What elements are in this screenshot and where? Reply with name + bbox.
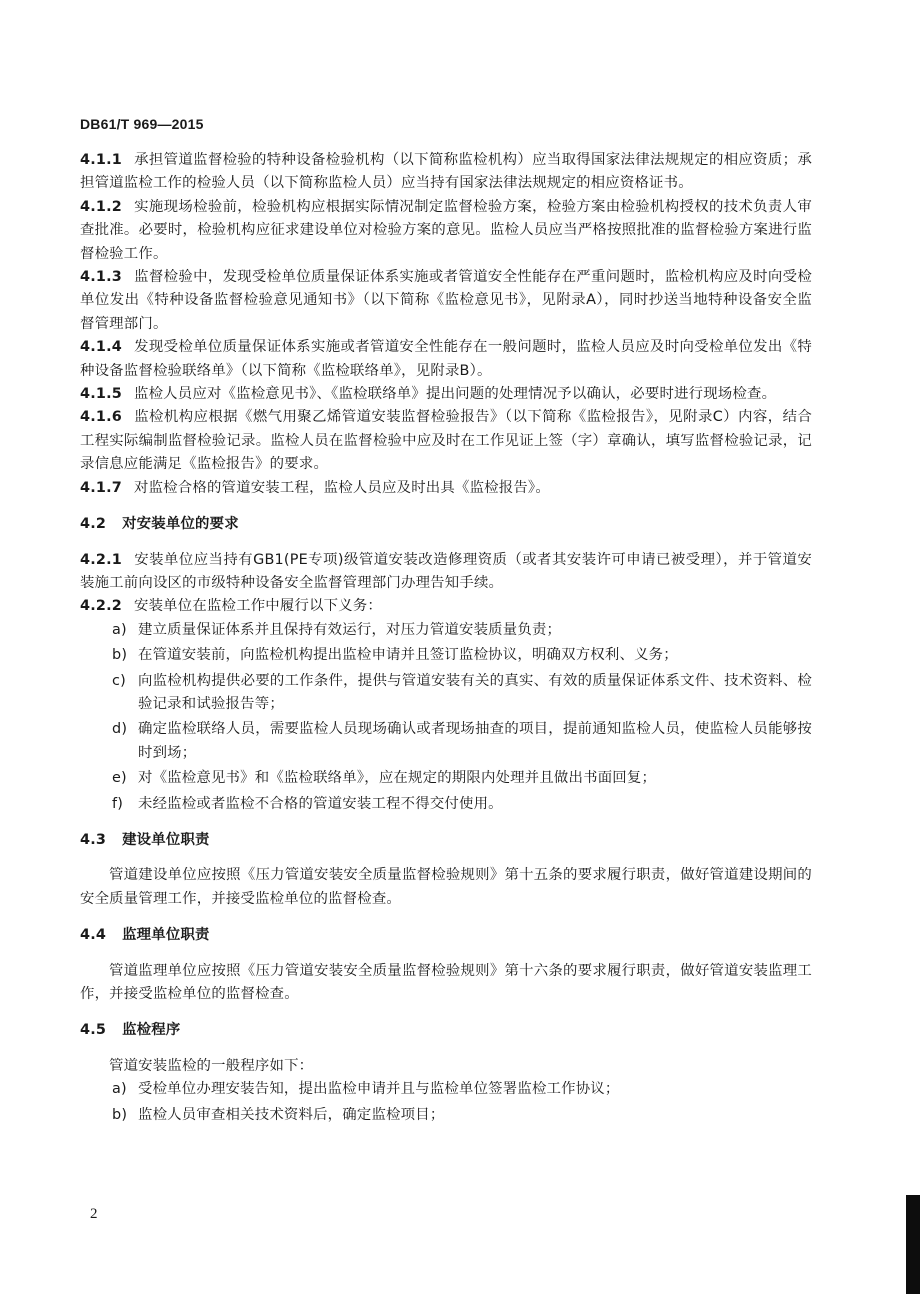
list-item-text: 向监检机构提供必要的工作条件，提供与管道安装有关的真实、有效的质量保证体系文件、技术资料、检验记录和试验报告等；: [138, 672, 812, 712]
list-marker: a): [112, 1081, 127, 1098]
clause-number: 4.2.1: [80, 551, 122, 568]
list-marker: e): [112, 770, 127, 787]
list-marker: a): [112, 621, 127, 638]
section-number: 4.4: [80, 927, 107, 944]
clause-text: 监检机构应根据《燃气用聚乙烯管道安装监督检验报告》（以下简称《监检报告》，见附录C）内容，结合工程实际编制监督检验记录。监检人员在监督检验中应及时在工作见证上签（字）章确认，填写监督检验记录，记录信息应能满足《监检报告》的要求。: [80, 409, 812, 473]
list-item: [80, 767, 812, 790]
clause-4-1-6: [80, 406, 812, 476]
clause-text: 实施现场检验前，检验机构应根据实际情况制定监督检验方案，检验方案由检验机构授权的技术负责人审查批准。必要时，检验机构应征求建设单位对检验方案的意见。监检人员应当严格按照批准的监督检验方案进行监督检验工作。: [80, 198, 812, 262]
section-heading-4-3: [80, 829, 812, 852]
section-title: 监理单位职责: [122, 927, 210, 944]
clause-number: 4.1.7: [80, 479, 122, 496]
document-code: DB61/T 969—2015: [80, 116, 204, 132]
list-item: [80, 619, 812, 642]
list-marker: b): [112, 1106, 128, 1123]
list-item: [80, 644, 812, 667]
clause-text: 承担管道监督检验的特种设备检验机构（以下简称监检机构）应当取得国家法律法规规定的相应资质；承担管道监检工作的检验人员（以下简称监检人员）应当持有国家法律法规规定的相应资格证书。: [80, 152, 812, 192]
scan-edge-bar: [906, 1195, 920, 1294]
clause-number: 4.1.1: [80, 152, 122, 168]
clause-4-1-5: [80, 383, 812, 406]
section-paragraph: 管道建设单位应按照《压力管道安装安全质量监督检验规则》第十五条的要求履行职责，做好管道建设期间的安全质量管理工作，并接受监检单位的监督检查。: [80, 867, 812, 907]
section-title: 建设单位职责: [122, 831, 210, 848]
section-heading-4-4: [80, 924, 812, 947]
list-marker: c): [112, 672, 126, 689]
clause-4-1-7: [80, 477, 812, 500]
clause-text: 发现受检单位质量保证体系实施或者管道安全性能存在一般问题时，监检人员应及时向受检单位发出《特种设备监督检验联络单》（以下简称《监检联络单》，见附录B）。: [80, 339, 812, 379]
clause-text: 对监检合格的管道安装工程，监检人员应及时出具《监检报告》。: [133, 479, 550, 496]
clause-4-2-1: [80, 549, 812, 596]
list-item-text: 确定监检联络人员，需要监检人员现场确认或者现场抽查的项目，提前通知监检人员，使监检人员能够按时到场；: [138, 721, 812, 761]
list-item-text: 建立质量保证体系并且保持有效运行，对压力管道安装质量负责；: [138, 621, 562, 638]
section-heading-4-5: [80, 1019, 812, 1042]
section-paragraph: 管道监理单位应按照《压力管道安装安全质量监督检验规则》第十六条的要求履行职责，做好管道安装监理工作，并接受监检单位的监督检查。: [80, 962, 812, 1002]
list-item: [80, 670, 812, 717]
section-title: 对安装单位的要求: [122, 516, 239, 533]
section-title: 监检程序: [122, 1022, 181, 1039]
list-marker: b): [112, 647, 128, 664]
section-number: 4.2: [80, 516, 107, 533]
list-item-text: 在管道安装前，向监检机构提出监检申请并且签订监检协议，明确双方权利、义务；: [138, 647, 678, 664]
clause-number: 4.2.2: [80, 598, 122, 615]
clause-text: 监检人员应对《监检意见书》、《监检联络单》提出问题的处理情况予以确认，必要时进行现场检查。: [133, 386, 777, 403]
clause-4-1-4: [80, 336, 812, 383]
clause-number: 4.1.6: [80, 409, 122, 426]
clause-4-1-2: [80, 196, 812, 266]
list-item: [80, 1078, 812, 1101]
list-item: [80, 718, 812, 765]
list-item: [80, 793, 812, 816]
clause-number: 4.1.2: [80, 198, 122, 215]
clause-text: 安装单位应当持有GB1(PE专项)级管道安装改造修理资质（或者其安装许可申请已被受理），并于管道安装施工前向设区的市级特种设备安全监督管理部门办理告知手续。: [80, 551, 812, 591]
section-number: 4.3: [80, 831, 107, 848]
list-item-text: 未经监检或者监检不合格的管道安装工程不得交付使用。: [138, 795, 503, 812]
list-item-text: 监检人员审查相关技术资料后，确定监检项目；: [138, 1106, 445, 1123]
document-body: [80, 149, 812, 1129]
clause-number: 4.1.5: [80, 386, 122, 403]
list-item: [80, 1104, 812, 1127]
list-marker: f): [112, 795, 124, 812]
clause-4-2-2: [80, 595, 812, 618]
list-item-text: 受检单位办理安装告知，提出监检申请并且与监检单位签署监检工作协议；: [138, 1081, 620, 1098]
section-number: 4.5: [80, 1022, 107, 1039]
clause-text: 监督检验中，发现受检单位质量保证体系实施或者管道安全性能存在严重问题时，监检机构应及时向受检单位发出《特种设备监督检验意见通知书》（以下简称《监检意见书》，见附录A），同时抄送当地特种设备安全监督管理部门。: [80, 269, 812, 332]
clause-text: 安装单位在监检工作中履行以下义务：: [133, 598, 383, 615]
clause-4-1-1: [80, 149, 812, 196]
list-item-text: 对《监检意见书》和《监检联络单》，应在规定的期限内处理并且做出书面回复；: [138, 770, 657, 787]
clause-4-1-3: [80, 266, 812, 336]
page-number: 2: [90, 1206, 98, 1222]
clause-number: 4.1.4: [80, 339, 122, 356]
clause-number: 4.1.3: [80, 269, 122, 286]
section-heading-4-2: [80, 513, 812, 536]
list-marker: d): [112, 721, 128, 738]
section-intro: 管道安装监检的一般程序如下：: [109, 1057, 314, 1074]
